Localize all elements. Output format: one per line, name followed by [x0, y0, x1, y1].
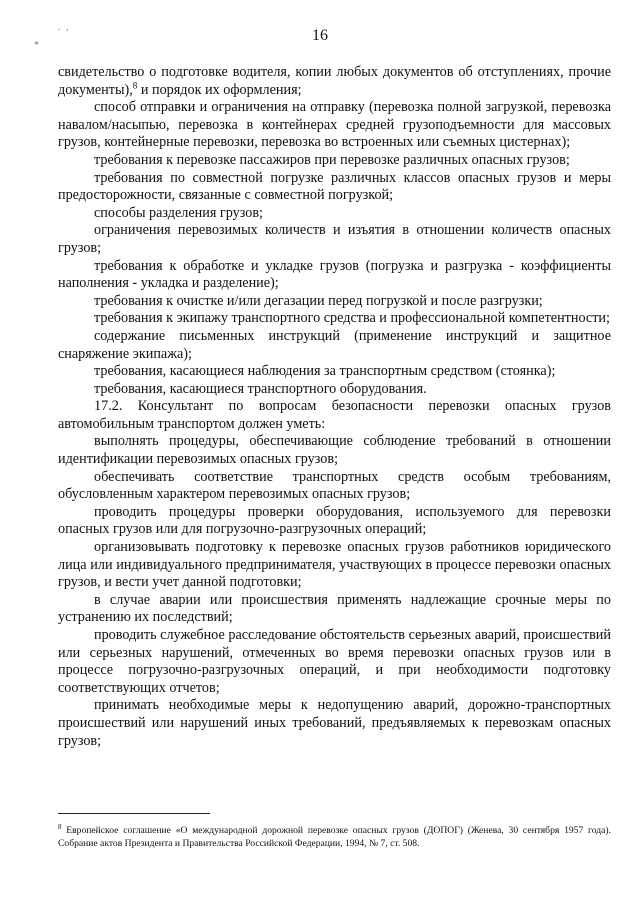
scan-speck: ,: [66, 22, 69, 33]
paragraph: [58, 310, 611, 328]
paragraph-text: свидетельство о подготовке водителя, копии любых документов об отступлениях, прочие документы),: [58, 64, 611, 98]
paragraph-text-after: и порядок их оформления;: [137, 81, 302, 98]
paragraph-text: ограничения перевозимых количеств и изъятия в отношении количеств опасных грузов;: [58, 222, 611, 256]
paragraph: [58, 469, 611, 504]
paragraph-text: требования, касающиеся транспортного оборудования.: [94, 380, 427, 397]
paragraph-text: требования к очистке и/или дегазации перед погрузкой и после разгрузки;: [94, 292, 543, 309]
paragraph-text: требования по совместной погрузке различных классов опасных грузов и меры предосторожности, связанные с совместной погрузкой;: [58, 169, 611, 204]
paragraph-text: выполнять процедуры, обеспечивающие соблюдение требований в отношении идентификации перевозимых опасных грузов;: [58, 433, 611, 468]
paragraph-text: в случае аварии или происшествия применять надлежащие срочные меры по устранению их последствий;: [58, 591, 611, 626]
paragraph-text: принимать необходимые меры к недопущению аварий, дорожно-транспортных происшествий или нарушений иных требований, предъявляемых к перевозкам опасных грузов;: [58, 697, 611, 749]
paragraph-text: проводить служебное расследование обстоятельств серьезных аварий, происшествий или серьезных нарушений, отмеченных во время перевозки опасных грузов или в процессе погрузочно-разгрузочных операций, и при необходимости подготовку соответствующих отчетов;: [58, 627, 611, 696]
scan-speck: .: [58, 22, 61, 33]
paragraph: [58, 152, 611, 170]
paragraph-text: способы разделения грузов;: [94, 204, 263, 221]
page-number: 16: [312, 27, 328, 44]
paragraph-text: организовывать подготовку к перевозке опасных грузов работников юридического лица или индивидуального предпринимателя, участвующих в процессе перевозки опасных грузов, и вести учет данной подготовки;: [58, 539, 611, 591]
paragraph: [58, 328, 611, 363]
paragraph: [58, 222, 611, 257]
footnote: [58, 821, 611, 850]
footnote-marker: 8: [58, 823, 62, 831]
paragraph-text: содержание письменных инструкций (применение инструкций и защитное снаряжение экипажа);: [58, 327, 611, 362]
paragraph: [58, 433, 611, 468]
paragraph: [58, 99, 611, 152]
paragraph: [58, 170, 611, 205]
paragraph: [58, 398, 611, 433]
paragraph: [58, 592, 611, 627]
paragraph-text: обеспечивать соответствие транспортных средств особым требованиям, обусловленным характером перевозимых опасных грузов;: [58, 468, 611, 503]
paragraph-text: требования к перевозке пассажиров при перевозке различных опасных грузов;: [94, 151, 570, 168]
paragraph: [58, 539, 611, 592]
paragraph: [58, 363, 611, 381]
paragraph-text: требования к экипажу транспортного средства и профессиональной компетентности;: [94, 310, 610, 327]
paragraph: [58, 64, 611, 99]
paragraph: [58, 697, 611, 750]
paragraph: [58, 381, 611, 399]
paragraph-text: требования к обработке и укладке грузов (погрузка и разгрузка - коэффициенты наполнения - укладка и разделение);: [58, 257, 611, 292]
scan-speck: *: [34, 40, 39, 51]
paragraph: [58, 504, 611, 539]
footnote-text: Европейское соглашение «О международной дорожной перевозке опасных грузов (ДОПОГ) (Женева, 30 сентября 1957 года). Собрание актов Президента и Правительства Российской Федерации, 1994, № 7, ст. 508.: [58, 825, 611, 850]
footnote-reference: 8: [132, 79, 138, 90]
paragraph: [58, 205, 611, 223]
paragraph: [58, 293, 611, 311]
body-text: [58, 64, 611, 750]
footnote-separator: [58, 813, 210, 814]
paragraph: [58, 258, 611, 293]
paragraph-text: способ отправки и ограничения на отправку (перевозка полной загрузкой, перевозка навалом/насыпью, перевозка в контейнерах средней грузоподъемности для массовых грузов, контейнерные перевозки, перевозка во встроенных или съемных цистернах);: [58, 99, 611, 151]
paragraph-text: 17.2. Консультант по вопросам безопасности перевозки опасных грузов автомобильным транспортом должен уметь:: [58, 398, 611, 432]
paragraph: [58, 627, 611, 697]
paragraph-text: требования, касающиеся наблюдения за транспортным средством (стоянка);: [94, 363, 556, 380]
paragraph-text: проводить процедуры проверки оборудования, используемого для перевозки опасных грузов или для погрузочно-разгрузочных операций;: [58, 503, 611, 538]
